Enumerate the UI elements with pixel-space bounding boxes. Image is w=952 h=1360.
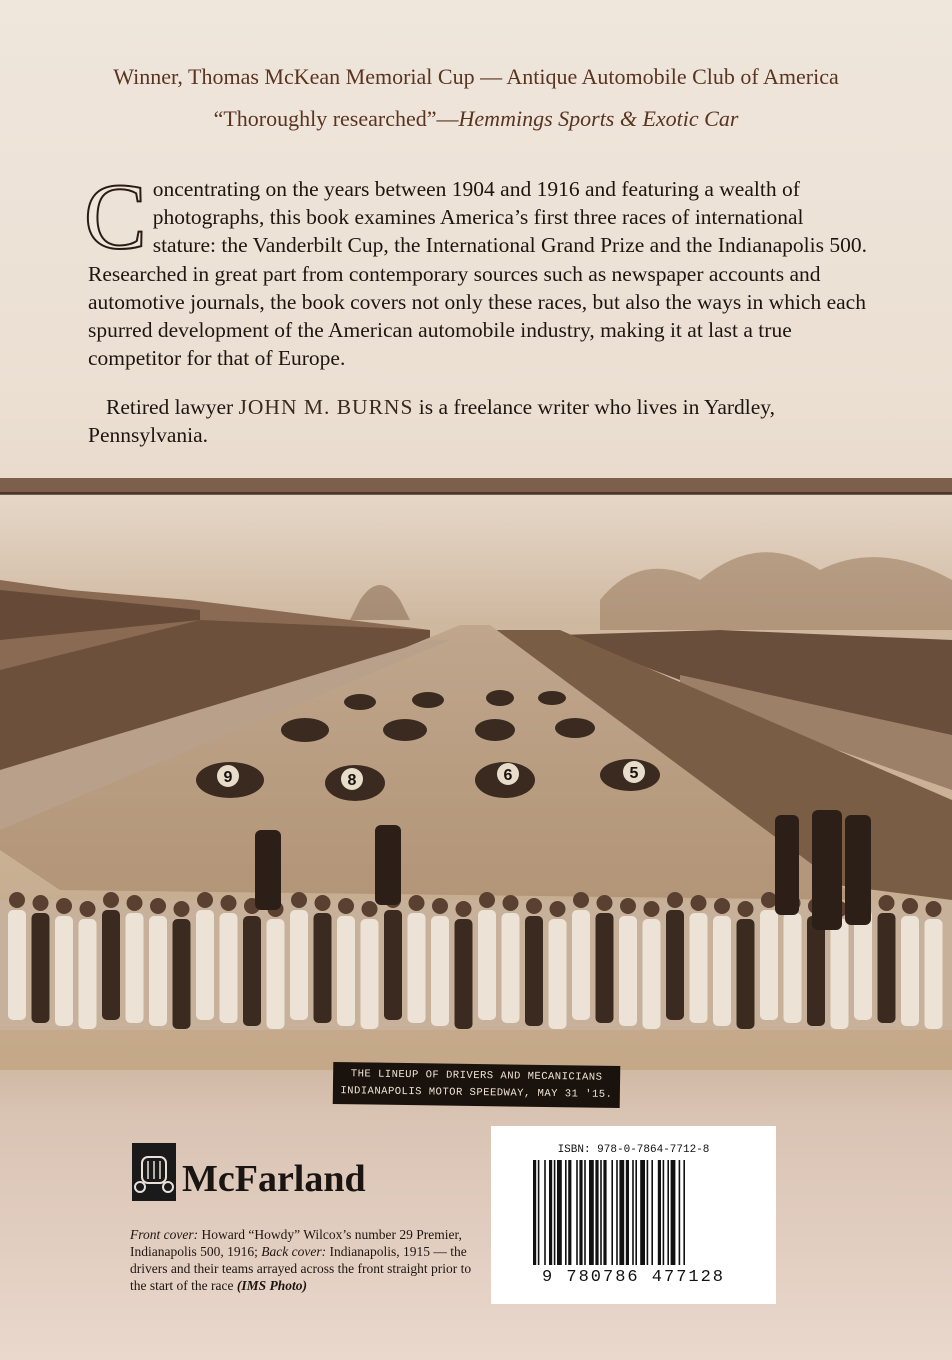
barcode-bars	[533, 1160, 733, 1270]
author-name: JOHN M. BURNS	[238, 395, 414, 419]
barcode-digits: 9 780786 477128	[541, 1268, 726, 1287]
person-head	[456, 901, 472, 917]
car-number-9: 9	[223, 769, 233, 786]
author-bio	[88, 393, 878, 449]
person-head	[597, 895, 613, 911]
person-head	[926, 901, 942, 917]
person-head	[362, 901, 378, 917]
barcode-bar	[579, 1160, 582, 1265]
person-figure	[384, 910, 402, 1020]
photo-caption-plate	[333, 1062, 621, 1108]
barcode-bar	[589, 1160, 594, 1265]
person-head	[9, 892, 25, 908]
person-figure	[925, 919, 943, 1029]
person-head	[691, 895, 707, 911]
barcode-bar	[544, 1160, 546, 1265]
person-figure	[502, 913, 520, 1023]
person-head	[738, 901, 754, 917]
person-head	[667, 892, 683, 908]
front-cover-text: Howard “Howdy” Wilcox’s number 29 Premier, Indianapolis 500, 1916;	[130, 1227, 462, 1259]
person-head	[291, 892, 307, 908]
person-head	[432, 898, 448, 914]
person-figure	[455, 919, 473, 1029]
person-head	[315, 895, 331, 911]
person-figure	[878, 913, 896, 1023]
person-figure	[408, 913, 426, 1023]
person-head	[879, 895, 895, 911]
person-figure	[32, 913, 50, 1023]
person-head	[526, 898, 542, 914]
barcode-bar	[600, 1160, 602, 1265]
person-figure	[55, 916, 73, 1026]
person-figure	[220, 913, 238, 1023]
person-head	[620, 898, 636, 914]
barcode-bar	[603, 1160, 606, 1265]
person-head	[150, 898, 166, 914]
car-grille-logo-icon	[132, 1143, 176, 1201]
car-number-8: 8	[347, 772, 357, 789]
cover-credits	[130, 1226, 480, 1294]
barcode-bar	[663, 1160, 665, 1265]
barcode-bar	[647, 1160, 649, 1265]
barcode-bar	[626, 1160, 629, 1265]
person-figure	[807, 916, 825, 1026]
publisher-name: McFarland	[182, 1158, 366, 1200]
person-figure	[854, 910, 872, 1020]
back-cover-text: Indianapolis, 1915 — the drivers and their teams arrayed across the front straight prior to the start of the race	[130, 1244, 472, 1293]
award-line: Winner, Thomas McKean Memorial Cup — Antique Automobile Club of America	[113, 64, 839, 89]
barcode-bar	[671, 1160, 676, 1265]
drop-cap: C	[84, 165, 147, 269]
person-figure	[126, 913, 144, 1023]
barcode-bar	[565, 1160, 567, 1265]
car-number-6: 6	[503, 767, 513, 784]
barcode-bar	[632, 1160, 634, 1265]
person-figure	[643, 919, 661, 1029]
person-figure	[337, 916, 355, 1026]
barcode-bar	[533, 1160, 536, 1265]
person-head	[503, 895, 519, 911]
person-figure	[666, 910, 684, 1020]
barcode-bar	[549, 1160, 552, 1265]
barcode-bar	[611, 1160, 613, 1265]
person-figure	[784, 913, 802, 1023]
barcode-bar	[619, 1160, 624, 1265]
barcode-bar	[616, 1160, 618, 1265]
barcode-bar	[635, 1160, 637, 1265]
person-head	[409, 895, 425, 911]
person-figure	[8, 910, 26, 1020]
person-figure	[79, 919, 97, 1029]
person-figure	[149, 916, 167, 1026]
person-head	[550, 901, 566, 917]
person-head	[573, 892, 589, 908]
barcode-bar	[568, 1160, 571, 1265]
caption-line-2: INDIANAPOLIS MOTOR SPEEDWAY, MAY 31 '15.	[340, 1085, 613, 1101]
person-figure	[243, 916, 261, 1026]
book-description	[84, 165, 868, 372]
barcode-bar	[584, 1160, 586, 1265]
isbn-label: ISBN: 978-0-7864-7712-8	[557, 1144, 710, 1156]
barcode-bar	[557, 1160, 562, 1265]
barcode-bar	[538, 1160, 540, 1265]
person-figure	[572, 910, 590, 1020]
person-head	[714, 898, 730, 914]
person-figure	[619, 916, 637, 1026]
description-text: oncentrating on the years between 1904 and 1916 and featuring a wealth of photographs, this book examines America’s first three races of international stature: the Vanderbilt Cup, the International Grand Prize and the Indianapolis 500. Researched in great part from contemporary sources such as newspaper accounts and automotive journals, the book covers not only these races, but also the ways in which each spurred development of the American automobile industry, making it at last a true competitor for that of Europe.	[88, 177, 867, 371]
person-figure	[478, 910, 496, 1020]
caption-line-1: THE LINEUP OF DRIVERS AND MECANICIANS	[350, 1068, 603, 1084]
review-quote	[0, 106, 952, 132]
person-head	[33, 895, 49, 911]
person-figure	[713, 916, 731, 1026]
barcode-bar	[640, 1160, 645, 1265]
photo-credit: (IMS Photo)	[236, 1278, 307, 1293]
barcode-bar	[576, 1160, 578, 1265]
person-head	[174, 901, 190, 917]
person-figure	[737, 919, 755, 1029]
person-head	[761, 892, 777, 908]
barcode-bar	[651, 1160, 653, 1265]
person-head	[103, 892, 119, 908]
person-figure	[760, 910, 778, 1020]
barcode-bar	[667, 1160, 669, 1265]
person-figure	[549, 919, 567, 1029]
person-head	[221, 895, 237, 911]
person-figure	[102, 910, 120, 1020]
person-head	[338, 898, 354, 914]
person-figure	[525, 916, 543, 1026]
person-figure	[690, 913, 708, 1023]
barcode-bar	[595, 1160, 598, 1265]
barcode-bar	[683, 1160, 685, 1265]
person-head	[197, 892, 213, 908]
barcode-bar	[554, 1160, 556, 1265]
person-head	[644, 901, 660, 917]
barcode-panel	[491, 1126, 776, 1304]
quote-source: Hemmings Sports & Exotic Car	[458, 106, 739, 131]
person-figure	[901, 916, 919, 1026]
front-cover-label: Front cover:	[130, 1227, 199, 1242]
back-cover-label: Back cover:	[261, 1244, 327, 1259]
bio-before: Retired lawyer	[106, 395, 239, 419]
person-head	[80, 901, 96, 917]
bio-after: is a freelance writer who lives in Yardley, Pennsylvania.	[88, 395, 776, 448]
person-figure	[267, 919, 285, 1029]
person-head	[127, 895, 143, 911]
person-head	[56, 898, 72, 914]
person-figure	[314, 913, 332, 1023]
person-figure	[431, 916, 449, 1026]
barcode-bar	[658, 1160, 661, 1265]
quote-text: “Thoroughly researched”—	[213, 106, 459, 131]
person-figure	[173, 919, 191, 1029]
person-figure	[196, 910, 214, 1020]
barcode-bar	[679, 1160, 681, 1265]
person-figure	[831, 919, 849, 1029]
person-figure	[361, 919, 379, 1029]
person-head	[479, 892, 495, 908]
person-figure	[596, 913, 614, 1023]
person-head	[902, 898, 918, 914]
race-lineup-photo	[0, 470, 952, 1070]
publisher-logo	[132, 1143, 392, 1207]
person-figure	[290, 910, 308, 1020]
car-number-5: 5	[629, 765, 639, 782]
